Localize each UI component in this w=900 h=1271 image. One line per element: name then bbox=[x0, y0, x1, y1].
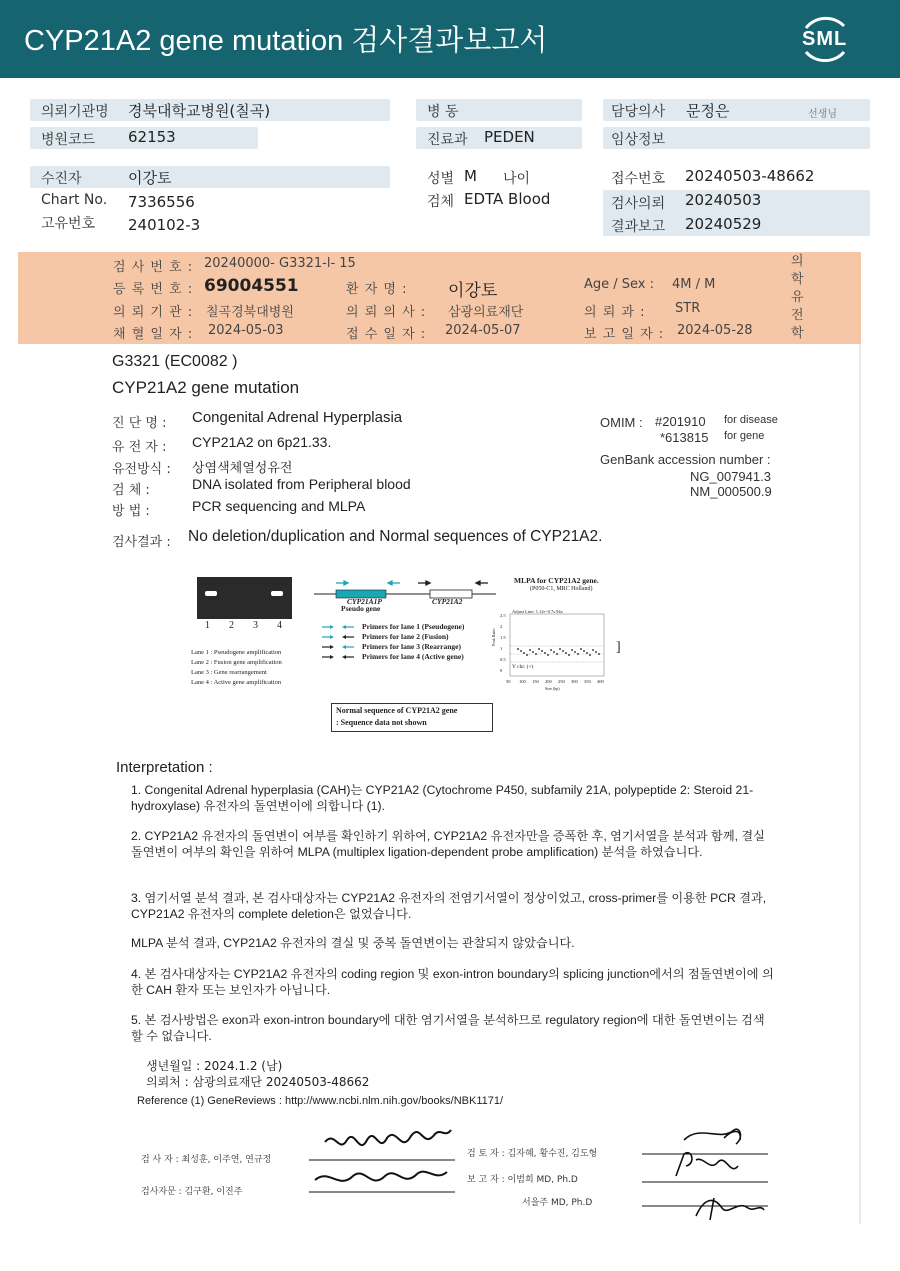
scan-inst-label: 의 뢰 기 관 : bbox=[113, 305, 194, 320]
lane-4: 4 bbox=[277, 620, 282, 631]
lane-2: 2 bbox=[229, 620, 234, 631]
primer-1: Primers for lane 1 (Pseudogene) bbox=[362, 622, 465, 631]
vertical-label-5: 학 bbox=[791, 326, 804, 341]
lane-legend-2: Lane 2 : Fusion gene amplification bbox=[191, 659, 282, 666]
mlpa-point bbox=[547, 654, 549, 656]
mlpa-y-tick: 0 bbox=[500, 668, 503, 673]
mlpa-point bbox=[571, 649, 573, 651]
reg-no-label: 등 록 번 호 : bbox=[113, 282, 194, 297]
ward-label: 병 동 bbox=[427, 104, 459, 120]
sex-value: M bbox=[464, 167, 477, 185]
collect-value: 2024-05-03 bbox=[208, 323, 284, 338]
inherit-label: 유전방식 : bbox=[112, 462, 171, 477]
mlpa-point bbox=[535, 653, 537, 655]
hospital-code-value: 62153 bbox=[128, 128, 176, 146]
inherit-value: 상염색체열성유전 bbox=[192, 461, 293, 476]
mlpa-point bbox=[583, 650, 585, 652]
institution-value: 경북대학교병원(칠곡) bbox=[128, 102, 271, 120]
test-no-label: 검 사 번 호 : bbox=[113, 260, 194, 275]
normal-sequence-line2: : Sequence data not shown bbox=[336, 718, 427, 727]
gel-image bbox=[197, 577, 292, 619]
request-value: 20240503 bbox=[685, 191, 762, 209]
vertical-label-4: 전 bbox=[791, 308, 804, 323]
scan-report-label: 보 고 일 자 : bbox=[584, 327, 665, 342]
gene-value: CYP21A2 on 6p21.33. bbox=[192, 434, 332, 450]
mlpa-point bbox=[544, 652, 546, 654]
mlpa-bracket: ] bbox=[616, 640, 621, 655]
mlpa-point bbox=[526, 654, 528, 656]
mlpa-ylabel: Peak Ratio bbox=[491, 628, 496, 646]
vertical-label-3: 유 bbox=[791, 290, 804, 305]
mlpa-title: MLPA for CYP21A2 gene. bbox=[514, 576, 599, 585]
result-label: 검사결과 : bbox=[112, 535, 171, 550]
gene-label: 유 전 자 : bbox=[112, 440, 167, 455]
normal-sequence-line1: Normal sequence of CYP21A2 gene bbox=[336, 706, 458, 715]
report-date-label: 결과보고 bbox=[611, 219, 666, 235]
test-no-value: 20240000- G3321-l- 15 bbox=[204, 256, 356, 271]
unique-value: 240102-3 bbox=[128, 216, 201, 234]
hospital-code-label: 병원코드 bbox=[41, 132, 96, 148]
agesex-value: 4M / M bbox=[672, 277, 716, 292]
interpretation-p4: MLPA 분석 결과, CYP21A2 유전자의 결실 및 중복 돌연변이는 관찰되지 않았습니다. bbox=[131, 936, 575, 950]
doctor-label: 담당의사 bbox=[611, 104, 666, 120]
mlpa-x-tick: 250 bbox=[558, 679, 565, 684]
method-value: PCR sequencing and MLPA bbox=[192, 498, 366, 514]
omim-gene-note: for gene bbox=[724, 430, 765, 442]
birth-date: 생년월일 : 2024.1.2 (남) bbox=[146, 1059, 283, 1073]
reporter-2: 서을주 MD, Ph.D bbox=[522, 1198, 593, 1208]
genbank-ng: NG_007941.3 bbox=[690, 469, 771, 484]
mlpa-y-tick: 1 bbox=[500, 646, 503, 651]
examiner-signature bbox=[305, 1120, 465, 1200]
omim-gene: *613815 bbox=[660, 430, 709, 445]
diag-value: Congenital Adrenal Hyperplasia bbox=[192, 409, 403, 426]
test-code: G3321 (EC0082 ) bbox=[112, 353, 238, 370]
patient-value: 이강토 bbox=[128, 169, 172, 187]
age-label: 나이 bbox=[503, 171, 531, 187]
genbank-label: GenBank accession number : bbox=[600, 452, 771, 467]
scan-patient-value: 이강토 bbox=[448, 281, 498, 301]
reporter: 보 고 자 : 이범희 MD, Ph.D bbox=[467, 1175, 578, 1185]
institution-label: 의뢰기관명 bbox=[41, 104, 109, 120]
interpretation-p1: 1. Congenital Adrenal hyperplasia (CAH)는 CYP21A2 (Cytochrome P450, subfamily 21A, polypeptide 2: Steroid 21-hydroxylase) 유전자의 돌연변이에 의합니다 (1). bbox=[131, 783, 754, 813]
gel-band-4 bbox=[271, 591, 283, 596]
mlpa-point bbox=[580, 648, 582, 650]
patient-label: 수진자 bbox=[41, 171, 82, 187]
method-label: 방 법 : bbox=[112, 504, 150, 519]
mlpa-point bbox=[592, 649, 594, 651]
primer-2: Primers for lane 2 (Fusion) bbox=[362, 632, 449, 641]
receipt-label: 접수번호 bbox=[611, 171, 666, 187]
gel-band-1 bbox=[205, 591, 217, 596]
mlpa-y-tick: 2.5 bbox=[500, 613, 506, 618]
scan-dept-label: 의 뢰 과 : bbox=[584, 305, 646, 320]
sml-logo bbox=[796, 14, 854, 64]
reviewers: 검 토 자 : 김자혜, 황수진, 김도형 bbox=[467, 1149, 598, 1159]
mlpa-point bbox=[550, 649, 552, 651]
specimen-method-value: DNA isolated from Peripheral blood bbox=[192, 476, 411, 492]
mlpa-x-tick: 350 bbox=[584, 679, 591, 684]
examiners: 검 사 자 : 최성훈, 이주연, 연규정 bbox=[141, 1155, 272, 1165]
lane-legend-4: Lane 4 : Active gene amplification bbox=[191, 679, 282, 686]
mlpa-point bbox=[589, 654, 591, 656]
agesex-label: Age / Sex : bbox=[584, 277, 655, 292]
scan-dept-value: STR bbox=[675, 301, 701, 316]
receive-label: 접 수 일 자 : bbox=[346, 327, 427, 342]
mlpa-point bbox=[595, 651, 597, 653]
mlpa-point bbox=[565, 652, 567, 654]
unique-label: 고유번호 bbox=[41, 216, 96, 232]
specimen-method-label: 검 체 : bbox=[112, 483, 150, 498]
interpretation-title: Interpretation : bbox=[116, 759, 213, 776]
department-value: PEDEN bbox=[484, 128, 535, 146]
mlpa-ychr-label: Y chr. (+) bbox=[512, 664, 534, 670]
mlpa-point bbox=[541, 650, 543, 652]
scan-doctor-value: 삼광의료재단 bbox=[448, 305, 524, 320]
specimen-value: EDTA Blood bbox=[464, 190, 551, 208]
sex-label: 성별 bbox=[427, 171, 455, 187]
omim-disease: #201910 bbox=[655, 414, 706, 429]
reviewer-signature bbox=[640, 1120, 770, 1225]
report-date-value: 20240529 bbox=[685, 215, 762, 233]
mlpa-point bbox=[529, 649, 531, 651]
advisors: 검사자문 : 김구환, 이진주 bbox=[141, 1187, 243, 1197]
interpretation-p2: 2. CYP21A2 유전자의 돌연변이 여부를 확인하기 위하여, CYP21A2 유전자만을 증폭한 후, 염기서열을 분석과 함께, 결실돌연변이 여부의 확인을 위하여 MLPA (multiplex ligation-dependent probe amplification) 분석을 하였습니다. bbox=[131, 829, 765, 859]
mlpa-point bbox=[586, 652, 588, 654]
interpretation-p6: 5. 본 검사방법은 exon과 exon-intron boundary에 대한 염기서열을 분석하므로 regulatory region에 대한 돌연변이는 검색할 수 없습니다. bbox=[131, 1013, 765, 1043]
lane-legend-1: Lane 1 : Pseudogene amplification bbox=[191, 649, 282, 656]
mlpa-point bbox=[598, 653, 600, 655]
collect-label: 채 혈 일 자 : bbox=[113, 327, 194, 342]
primer-3: Primers for lane 3 (Rearrange) bbox=[362, 642, 461, 651]
specimen-label: 검체 bbox=[427, 194, 455, 210]
mlpa-point bbox=[556, 653, 558, 655]
omim-label: OMIM : bbox=[600, 415, 643, 430]
mlpa-xlabel: Size (bp) bbox=[545, 686, 560, 691]
mlpa-point bbox=[568, 654, 570, 656]
mlpa-x-tick: 100 bbox=[519, 679, 526, 684]
clinical-info-label: 임상정보 bbox=[611, 132, 666, 148]
chart-label: Chart No. bbox=[41, 192, 108, 208]
scan-patient-label: 환 자 명 : bbox=[346, 282, 408, 297]
mlpa-x-tick: 300 bbox=[571, 679, 578, 684]
mlpa-plot bbox=[498, 608, 610, 692]
test-name: CYP21A2 gene mutation bbox=[112, 378, 300, 397]
mlpa-subtitle: (P050-C1, MRC Holland) bbox=[530, 586, 593, 592]
mlpa-point bbox=[559, 648, 561, 650]
omim-disease-note: for disease bbox=[724, 414, 778, 426]
scan-inst-value: 칠곡경북대병원 bbox=[206, 305, 294, 320]
mlpa-point bbox=[553, 651, 555, 653]
lane-legend-3: Lane 3 : Gene rearrangement bbox=[191, 669, 267, 676]
reference: Reference (1) GeneReviews : http://www.ncbi.nlm.nih.gov/books/NBK1171/ bbox=[137, 1095, 504, 1107]
mlpa-point bbox=[574, 651, 576, 653]
requester: 의뢰처 : 삼광의료재단 20240503-48662 bbox=[146, 1075, 370, 1089]
reg-no-value: 69004551 bbox=[204, 276, 299, 296]
department-label: 진료과 bbox=[427, 132, 468, 148]
mlpa-y-tick: 1.5 bbox=[500, 635, 506, 640]
mlpa-x-tick: 50 bbox=[506, 679, 511, 684]
pseudo-gene-label: CYP21A1P bbox=[347, 597, 382, 606]
primer-4: Primers for lane 4 (Active gene) bbox=[362, 652, 464, 661]
active-gene-label: CYP21A2 bbox=[432, 597, 463, 606]
mlpa-point bbox=[520, 650, 522, 652]
result-value: No deletion/duplication and Normal sequences of CYP21A2. bbox=[188, 528, 603, 545]
pseudo-gene-sub: Pseudo gene bbox=[341, 604, 381, 613]
mlpa-point bbox=[562, 650, 564, 652]
lane-3: 3 bbox=[253, 620, 258, 631]
diag-label: 진 단 명 : bbox=[112, 416, 167, 431]
request-label: 검사의뢰 bbox=[611, 196, 666, 212]
mlpa-x-tick: 150 bbox=[532, 679, 539, 684]
receipt-value: 20240503-48662 bbox=[685, 167, 815, 185]
interpretation-p3: 3. 염기서열 분석 결과, 본 검사대상자는 CYP21A2 유전자의 전염기서열이 정상이었고, cross-primer를 이용한 PCR 결과, CYP21A2 유전자의 complete deletion은 없었습니다. bbox=[131, 891, 767, 921]
doctor-value: 문정은 bbox=[686, 102, 730, 120]
genbank-nm: NM_000500.9 bbox=[690, 484, 772, 499]
mlpa-y-tick: 0.5 bbox=[500, 657, 506, 662]
scan-report-value: 2024-05-28 bbox=[677, 323, 753, 338]
mlpa-x-tick: 400 bbox=[597, 679, 604, 684]
mlpa-point bbox=[538, 648, 540, 650]
scan-doctor-label: 의 뢰 의 사 : bbox=[346, 305, 427, 320]
chart-value: 7336556 bbox=[128, 193, 195, 211]
mlpa-point bbox=[517, 648, 519, 650]
mlpa-x-tick: 200 bbox=[545, 679, 552, 684]
mlpa-y-tick: 2 bbox=[500, 624, 503, 629]
mlpa-point bbox=[577, 653, 579, 655]
report-title: CYP21A2 gene mutation 검사결과보고서 bbox=[24, 25, 548, 57]
lane-1: 1 bbox=[205, 620, 210, 631]
doctor-suffix: 선생님 bbox=[808, 109, 837, 120]
receive-value: 2024-05-07 bbox=[445, 323, 521, 338]
vertical-label-1: 의 bbox=[791, 254, 804, 269]
mlpa-plot-title: Adjust Line: 1.14+-0.7s.94x bbox=[512, 609, 563, 614]
logo-text: SML bbox=[802, 28, 848, 50]
mlpa-point bbox=[532, 651, 534, 653]
mlpa-point bbox=[523, 652, 525, 654]
interpretation-p5: 4. 본 검사대상자는 CYP21A2 유전자의 coding region 및 exon-intron boundary의 splicing junction에서의 점돌연변이에 의한 CAH 환자 또는 보인자가 아닙니다. bbox=[131, 967, 774, 997]
patient-row bbox=[30, 166, 390, 188]
vertical-label-2: 학 bbox=[791, 272, 804, 287]
